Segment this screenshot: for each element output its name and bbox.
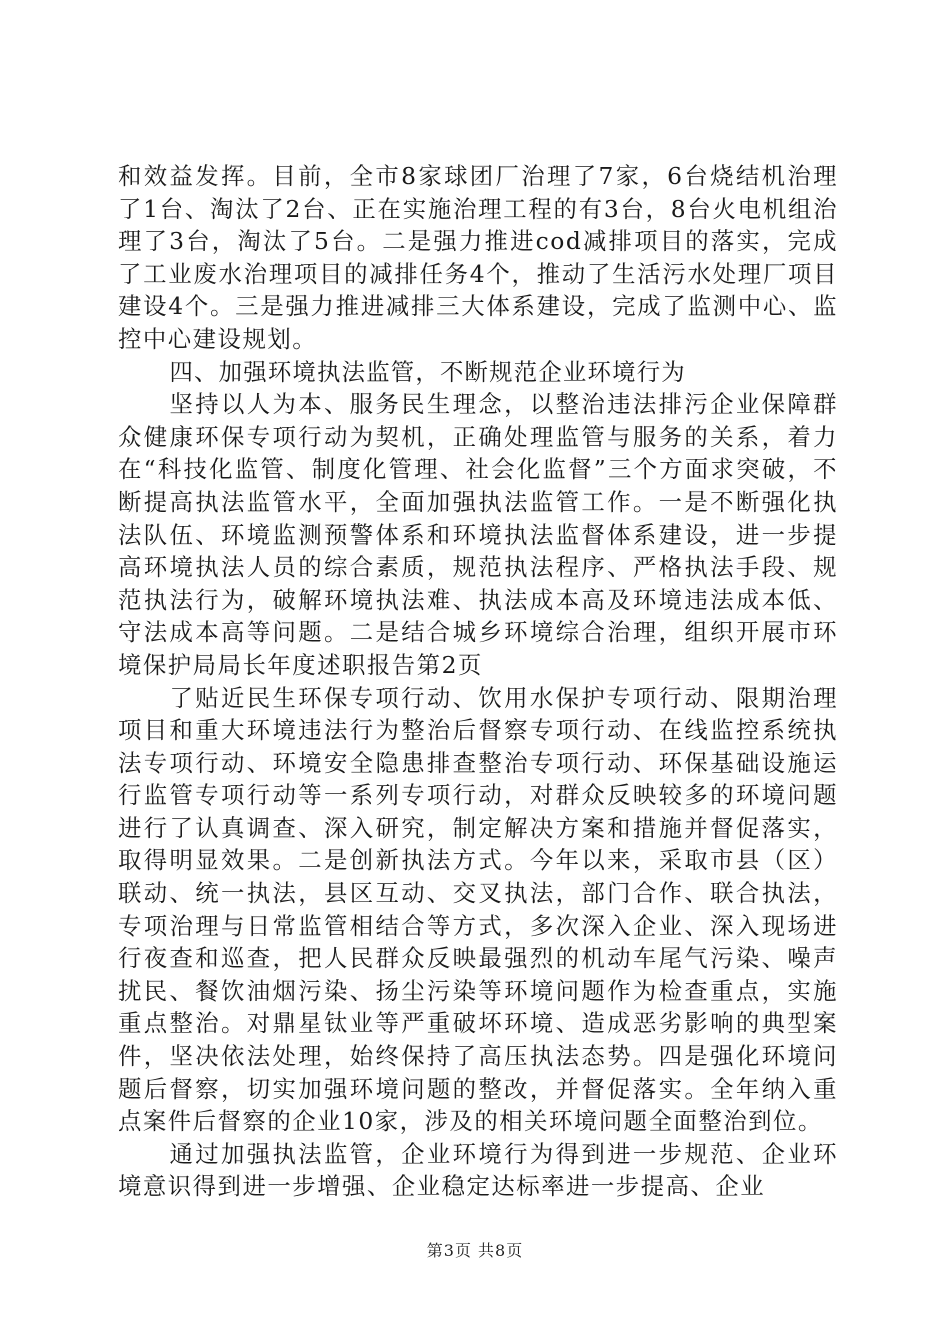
paragraph-4: 通过加强执法监管，企业环境行为得到进一步规范、企业环境意识得到进一步增强、企业稳定达标率进一步提高、企业 — [118, 1139, 838, 1201]
paragraph-2: 坚持以人为本、服务民生理念，以整治违法排污企业保障群众健康环保专项行动为契机，正确处理监管与服务的关系，着力在“科技化监管、制度化管理、社会化监督”三个方面求突破，不断提高执法监管水平，全面加强执法监管工作。一是不断强化执法队伍、环境监测预警体系和环境执法监督体系建设，进一步提高环境执法人员的综合素质，规范执法程序、严格执法手段、规范执法行为，破解环境执法难、执法成本高及环境违法成本低、守法成本高等问题。二是结合城乡环境综合治理，组织开展市环境保护局局长年度述职报告第2页 — [118, 390, 838, 679]
section-heading: 四、加强环境执法监管，不断规范企业环境行为 — [169, 357, 686, 386]
paragraph-3: 了贴近民生环保专项行动、饮用水保护专项行动、限期治理项目和重大环境违法行为整治后督察专项行动、在线监控系统执法专项行动、环境安全隐患排查整治专项行动、环保基础设施运行监管专项行动等一系列专项行动，对群众反映较多的环境问题进行了认真调查、深入研究，制定解决方案和措施并督促落实，取得明显效果。二是创新执法方式。今年以来，采取市县（区）联动、统一执法，县区互动、交叉执法，部门合作、联合执法，专项治理与日常监管相结合等方式，多次深入企业、深入现场进行夜查和巡查，把人民群众反映最强烈的机动车尾气污染、噪声扰民、餐饮油烟污染、扬尘污染等环境问题作为检查重点，实施重点整治。对鼎星钛业等严重破坏环境、造成恶劣影响的典型案件，坚决依法处理，始终保持了高压执法态势。四是强化环境问题后督察，切实加强环境问题的整改，并督促落实。全年纳入重点案件后督察的企业10家，涉及的相关环境问题全面整治到位。 — [118, 683, 838, 1136]
paragraph-1: 和效益发挥。目前，全市8家球团厂治理了7家，6台烧结机治理了1台、淘汰了2台、正在实施治理工程的有3台，8台火电机组治理了3台，淘汰了5台。二是强力推进cod减排项目的落实，完成了工业废水治理项目的减排任务4个，推动了生活污水处理厂项目建设4个。三是强力推进减排三大体系建设，完成了监测中心、监控中心建设规划。 — [118, 162, 838, 353]
document-body — [118, 160, 838, 1203]
page-footer: 第3页 共8页 — [426, 1241, 524, 1260]
